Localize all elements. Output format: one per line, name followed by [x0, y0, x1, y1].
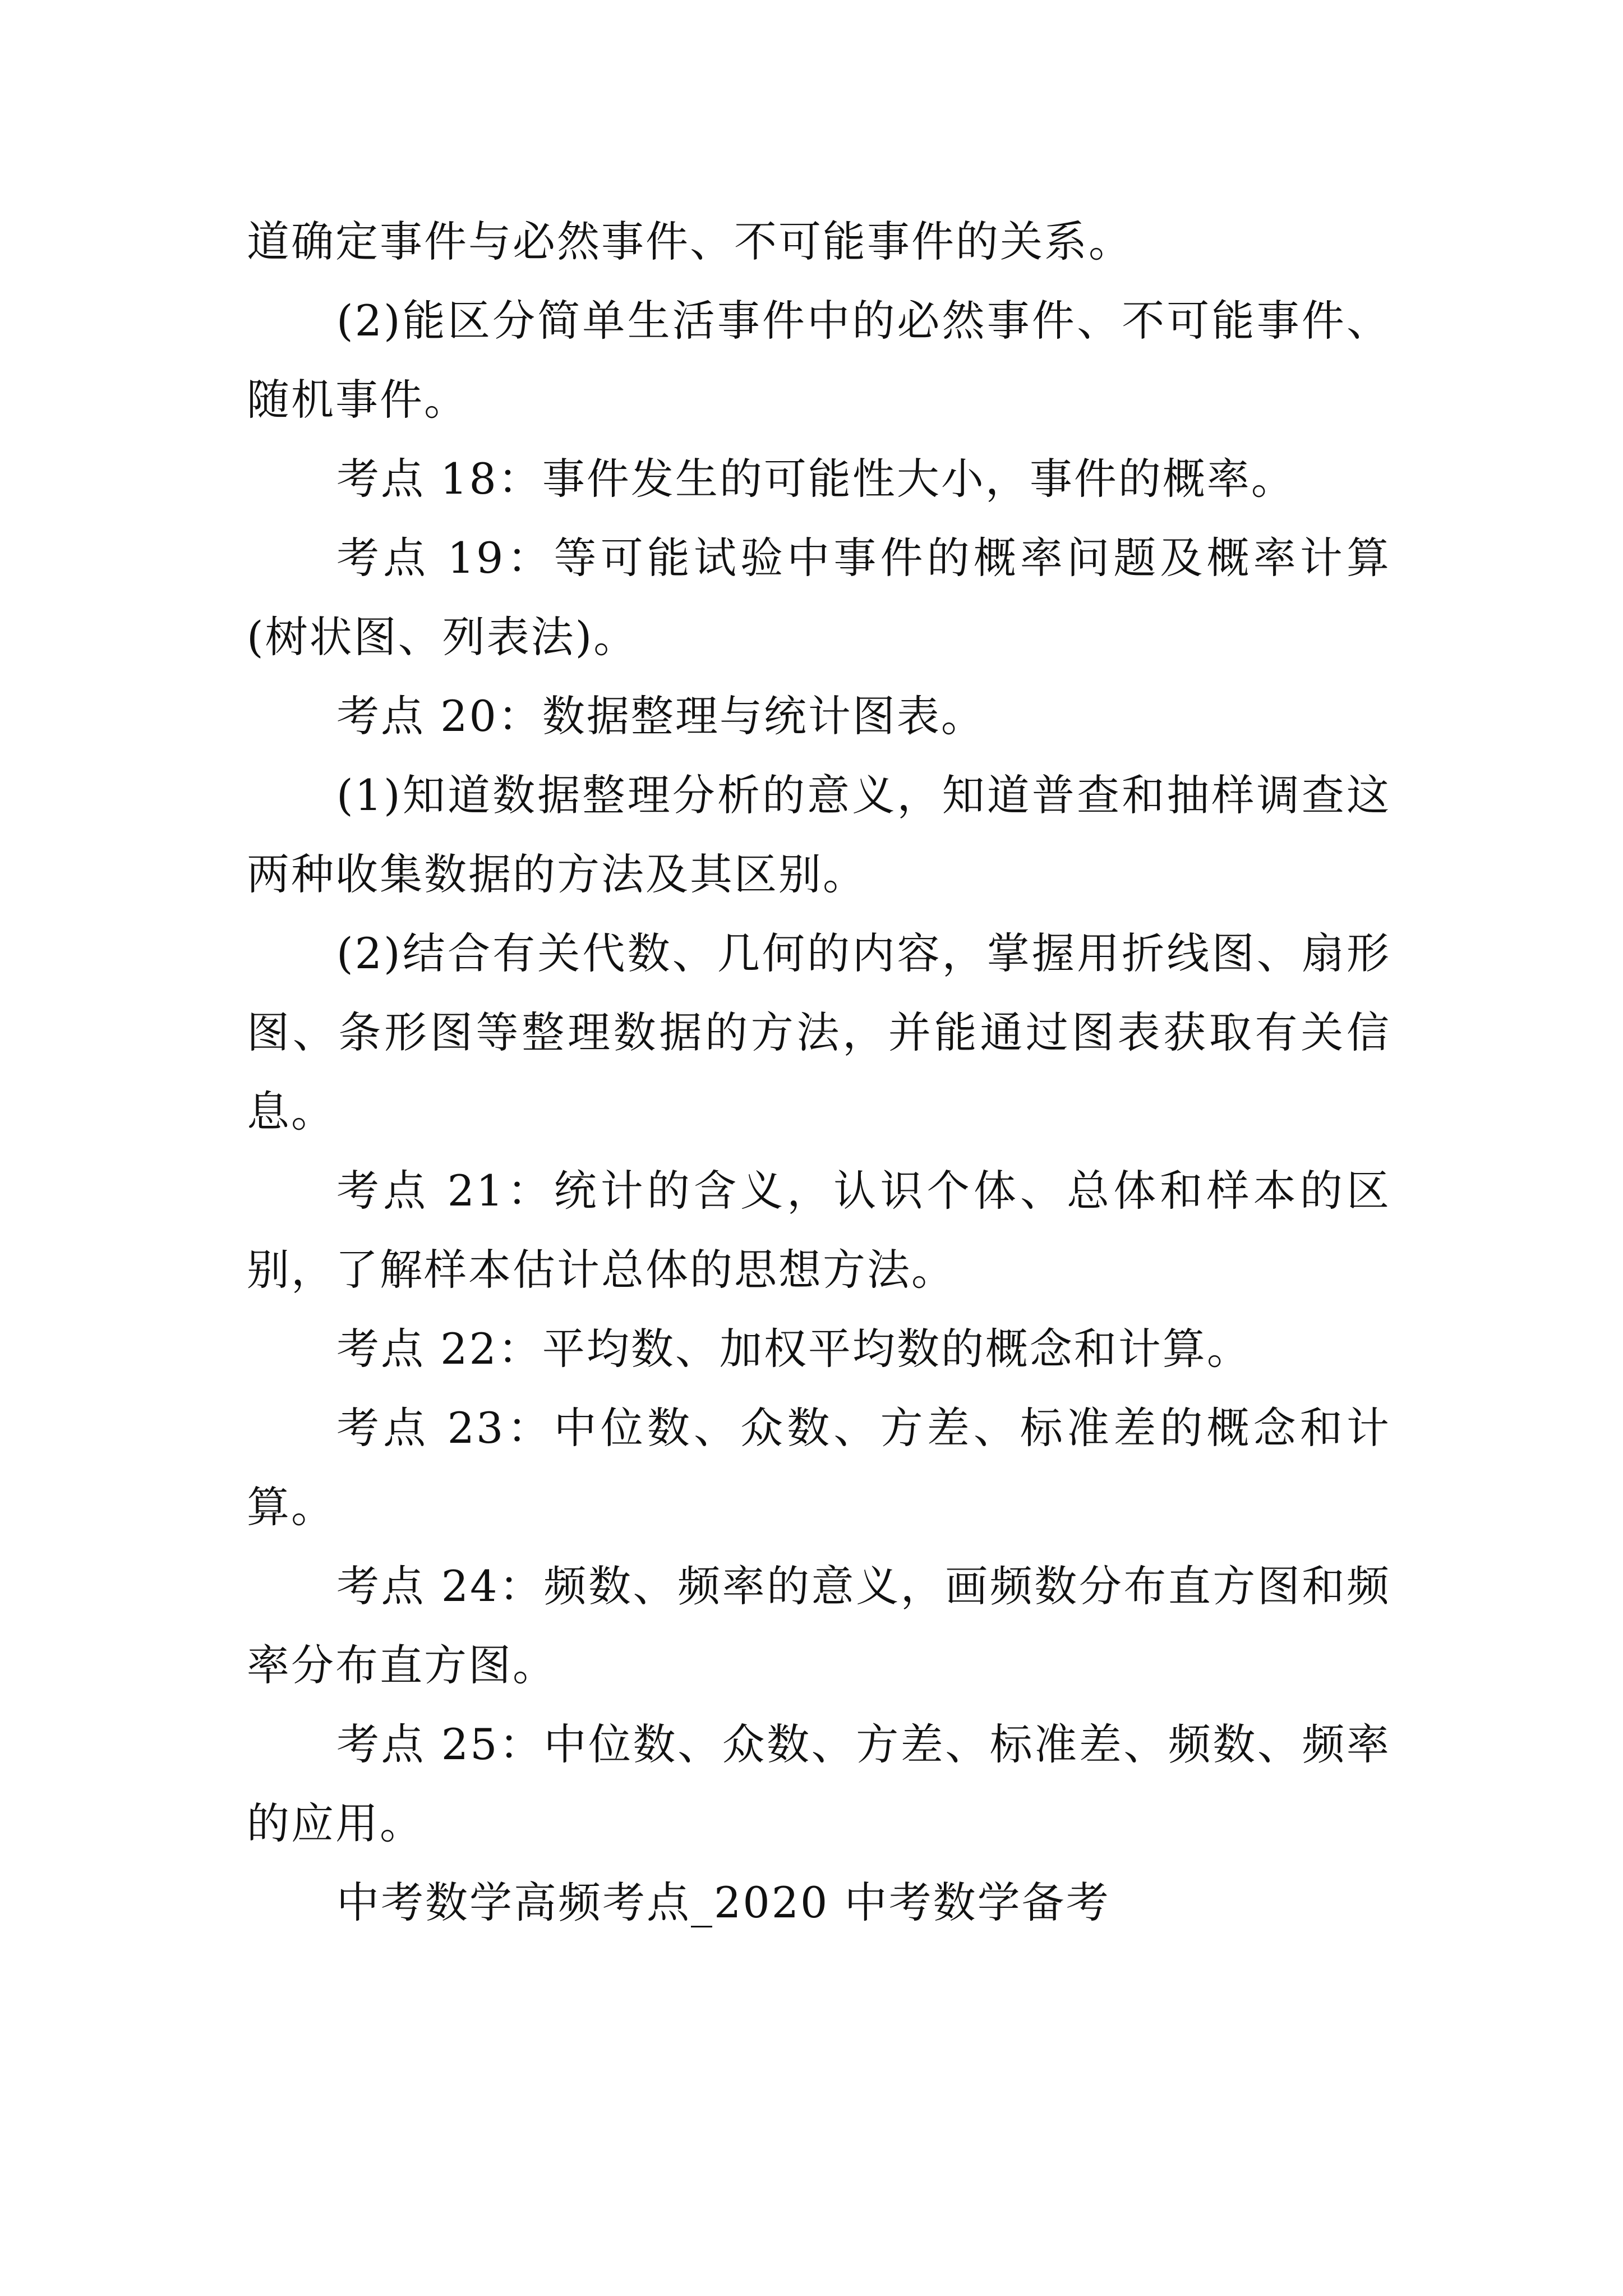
paragraph-point-25: 考点 25：中位数、众数、方差、标准差、频数、频率的应用。 [247, 1719, 1391, 1848]
paragraph-item-2-distinguish-events: (2)能区分简单生活事件中的必然事件、不可能事件、随机事件。 [247, 296, 1391, 425]
paragraph-point-24: 考点 24：频数、频率的意义，画频数分布直方图和频率分布直方图。 [247, 1561, 1391, 1690]
document-body [247, 202, 1391, 1942]
paragraph-item-1-data-analysis: (1)知道数据整理分析的意义，知道普查和抽样调查这两种收集数据的方法及其区别。 [247, 770, 1391, 899]
paragraph-closing-title: 中考数学高频考点_2020 中考数学备考 [336, 1878, 1110, 1927]
paragraph-point-21: 考点 21：统计的含义，认识个体、总体和样本的区别，了解样本估计总体的思想方法。 [247, 1166, 1391, 1295]
paragraph-point-22: 考点 22：平均数、加权平均数的概念和计算。 [336, 1324, 1251, 1374]
paragraph-continuation: 道确定事件与必然事件、不可能事件的关系。 [247, 217, 1133, 266]
paragraph-point-20: 考点 20：数据整理与统计图表。 [336, 691, 985, 741]
paragraph-point-18: 考点 18：事件发生的可能性大小，事件的概率。 [336, 454, 1295, 504]
paragraph-point-23: 考点 23：中位数、众数、方差、标准差的概念和计算。 [247, 1403, 1391, 1532]
paragraph-item-2-charts: (2)结合有关代数、几何的内容，掌握用折线图、扇形图、条形图等整理数据的方法，并能通过图表获取有关信息。 [247, 928, 1391, 1137]
paragraph-point-19: 考点 19：等可能试验中事件的概率问题及概率计算(树状图、列表法)。 [247, 533, 1391, 662]
